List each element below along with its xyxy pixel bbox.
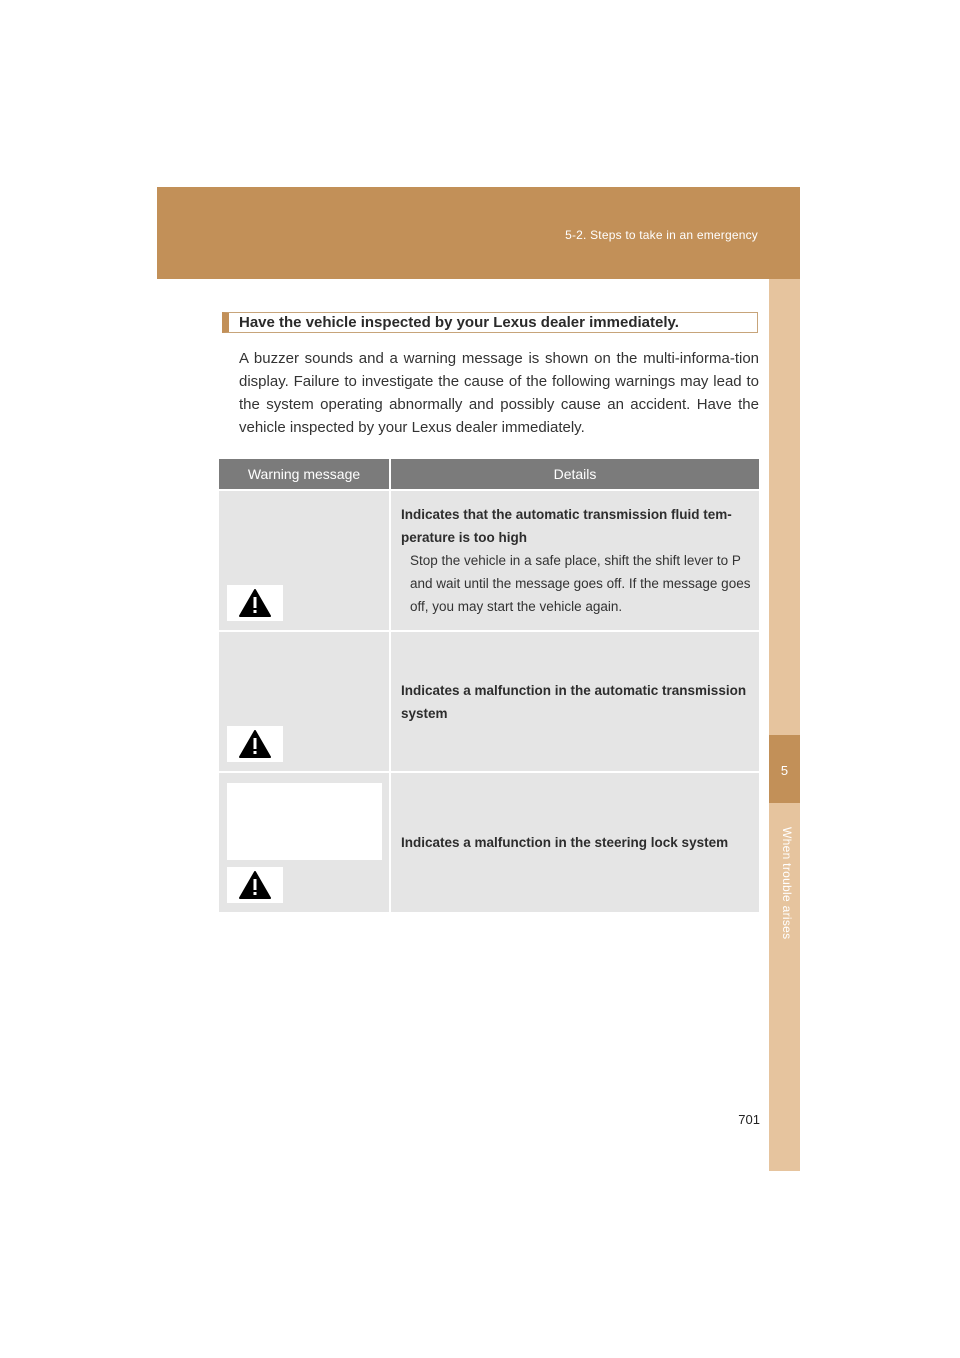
table-row: [219, 772, 759, 912]
page-number: 701: [738, 1112, 760, 1127]
warning-triangle-icon: [238, 870, 272, 900]
table-header-row: [219, 459, 759, 490]
details-cell: [390, 490, 759, 631]
header-details: Details: [390, 459, 759, 490]
side-tab-number: 5: [780, 763, 789, 778]
table-row: [219, 631, 759, 772]
warning-message-cell: [219, 490, 390, 631]
details-cell: [390, 631, 759, 772]
warning-triangle-icon: [238, 588, 272, 618]
header-warning-message: Warning message: [219, 459, 390, 490]
side-tab-label: When trouble arises: [780, 827, 794, 940]
section-heading: [222, 312, 758, 333]
header-bar: [157, 187, 800, 279]
details-cell: [390, 772, 759, 912]
warning-triangle-icon: [238, 729, 272, 759]
detail-title: Indicates a malfunction in the automatic transmission system: [401, 682, 747, 721]
warning-icon-box: [227, 585, 283, 621]
warning-icon-box: [227, 867, 283, 903]
warning-message-cell: [219, 772, 390, 912]
detail-body: Stop the vehicle in a safe place, shift the shift lever to P and wait until the message goes off. If the message goes off, you may start the vehicle again.: [410, 553, 751, 614]
warning-icon-box: [227, 726, 283, 762]
warning-table: [219, 459, 759, 912]
header-section-title: 5-2. Steps to take in an emergency: [565, 228, 758, 242]
warning-message-cell: [219, 631, 390, 772]
message-display-image: [227, 783, 382, 860]
detail-title: Indicates that the automatic transmission fluid tem-perature is too high: [401, 507, 732, 545]
detail-title: Indicates a malfunction in the steering lock system: [401, 835, 729, 850]
table-row: [219, 490, 759, 631]
intro-paragraph: A buzzer sounds and a warning message is shown on the multi-informa-tion display. Failure to investigate the cause of the following warnings may lead to the system operating abnormally and possibly cause an accident. Have the vehicle inspected by your Lexus dealer immediately.: [239, 350, 759, 436]
chapter-side-tab: [769, 279, 800, 1171]
section-heading-text: Have the vehicle inspected by your Lexus dealer immediately.: [239, 314, 679, 331]
